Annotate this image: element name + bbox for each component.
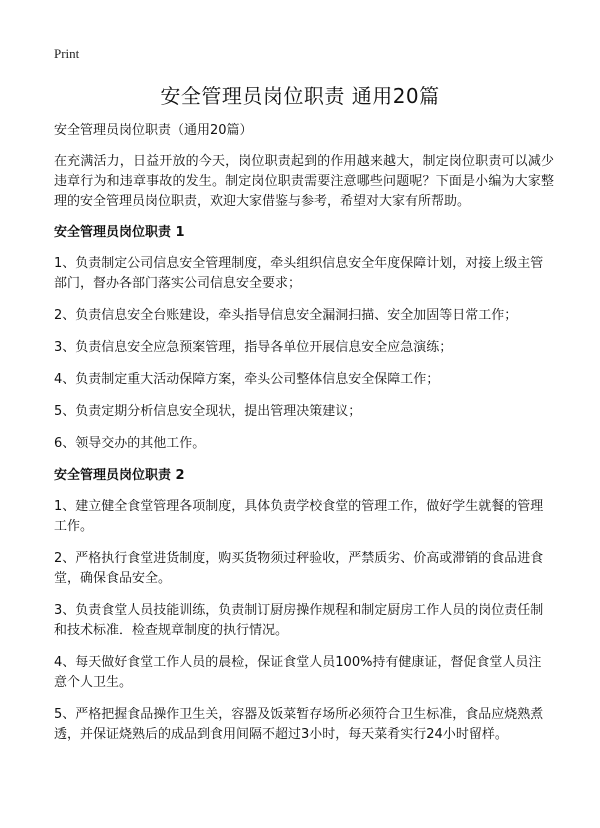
document-body bbox=[54, 121, 554, 757]
list-item: 5、负责定期分析信息安全现状，提出管理决策建议； bbox=[54, 404, 362, 419]
document-subtitle: 安全管理员岗位职责（通用20篇） bbox=[54, 123, 253, 138]
list-item: 6、领导交办的其他工作。 bbox=[54, 436, 206, 451]
print-link[interactable]: Print bbox=[54, 46, 80, 61]
list-item: 5、严格把握食品操作卫生关，容器及饭菜暂存场所必须符合卫生标准，食品应烧熟煮透，并保证烧熟后的成品到食用间隔不超过3小时，每天菜肴实行24小时留样。 bbox=[54, 707, 544, 742]
page-title: 安全管理员岗位职责 通用20篇 bbox=[160, 84, 440, 108]
list-item: 3、负责食堂人员技能训练，负责制订厨房操作规程和制定厨房工作人员的岗位责任制和技术标准．检查规章制度的执行情况。 bbox=[54, 603, 544, 638]
section-heading-2: 安全管理员岗位职责 2 bbox=[54, 468, 185, 483]
section-heading-1: 安全管理员岗位职责 1 bbox=[54, 225, 185, 240]
list-item: 4、负责制定重大活动保障方案，牵头公司整体信息安全保障工作； bbox=[54, 372, 440, 387]
list-item: 2、严格执行食堂进货制度，购买货物须过秤验收，严禁质劣、价高或滞销的食品进食堂，确保食品安全。 bbox=[54, 551, 544, 586]
intro-paragraph: 在充满活力，日益开放的今天，岗位职责起到的作用越来越大，制定岗位职责可以减少违章行为和违章事故的发生。制定岗位职责需要注意哪些问题呢？下面是小编为大家整理的安全管理员岗位职责，欢迎大家借鉴与参考，希望对大家有所帮助。 bbox=[54, 154, 554, 209]
list-item: 3、负责信息安全应急预案管理，指导各单位开展信息安全应急演练； bbox=[54, 340, 453, 355]
list-item: 1、建立健全食堂管理各项制度，具体负责学校食堂的管理工作，做好学生就餐的管理工作。 bbox=[54, 499, 544, 534]
list-item: 2、负责信息安全台账建设，牵头指导信息安全漏洞扫描、安全加固等日常工作； bbox=[54, 308, 518, 323]
list-item: 4、每天做好食堂工作人员的晨检，保证食堂人员100%持有健康证，督促食堂人员注意个人卫生。 bbox=[54, 655, 542, 690]
list-item: 1、负责制定公司信息安全管理制度，牵头组织信息安全年度保障计划，对接上级主管部门，督办各部门落实公司信息安全要求； bbox=[54, 256, 544, 291]
